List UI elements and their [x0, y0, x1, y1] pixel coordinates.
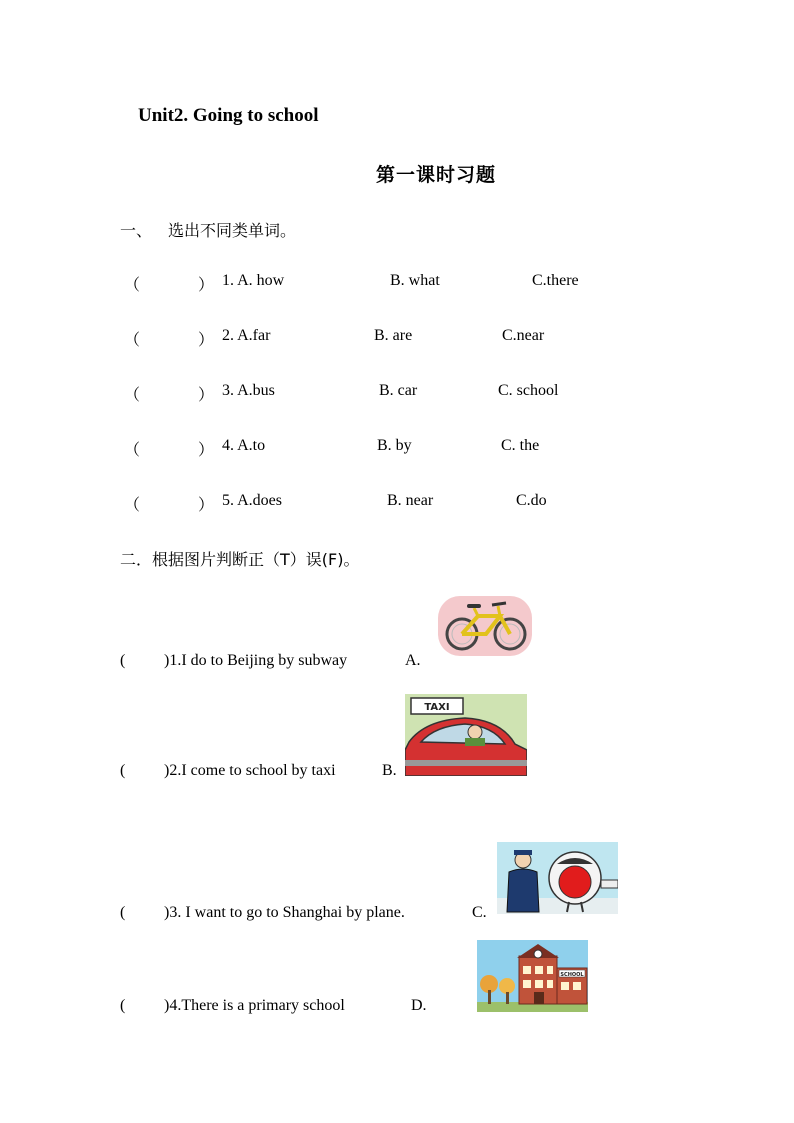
judge-statement: )4.There is a primary school [164, 997, 345, 1014]
question-option-a: 1. A. how [222, 272, 285, 289]
page-title: Unit2. Going to school [138, 105, 319, 126]
answer-blank-close: ） [198, 330, 215, 349]
question-option-c: C. the [501, 437, 540, 454]
section1-number: 一、 [120, 221, 153, 240]
question-option-c: C.there [532, 272, 579, 289]
answer-blank-close: ） [198, 385, 215, 404]
question-option-b: B. car [379, 382, 418, 399]
school-sign-text: SCHOOL [560, 972, 584, 978]
question-option-a: 4. A.to [222, 437, 266, 454]
bicycle-icon [436, 594, 534, 658]
picture-letter: C. [472, 904, 487, 921]
answer-blank-close: ） [198, 440, 215, 459]
answer-blank-open[interactable]: （ [124, 275, 141, 294]
question-option-c: C.do [516, 492, 547, 509]
taxi-sign-text: TAXI [424, 702, 450, 713]
picture-letter: B. [382, 762, 397, 779]
question-option-a: 5. A.does [222, 492, 282, 509]
page-subtitle: 第一课时习题 [376, 164, 497, 186]
question-option-c: C. school [498, 382, 559, 399]
judge-blank[interactable]: ( [120, 904, 126, 921]
judge-blank[interactable]: ( [120, 652, 126, 669]
answer-blank-open[interactable]: （ [124, 440, 141, 459]
answer-blank-open[interactable]: （ [124, 385, 141, 404]
question-option-b: B. are [374, 327, 413, 344]
judge-statement: )2.I come to school by taxi [164, 762, 336, 779]
picture-letter: A. [405, 652, 421, 669]
answer-blank-close: ） [198, 495, 215, 514]
section1-heading: 选出不同类单词。 [168, 221, 297, 240]
question-option-c: C.near [502, 327, 545, 344]
judge-blank[interactable]: ( [120, 997, 126, 1014]
answer-blank-open[interactable]: （ [124, 330, 141, 349]
judge-blank[interactable]: ( [120, 762, 126, 779]
answer-blank-close: ） [198, 275, 215, 294]
school-building-icon [477, 940, 588, 1012]
question-option-b: B. near [387, 492, 434, 509]
answer-blank-open[interactable]: （ [124, 495, 141, 514]
question-option-b: B. what [390, 272, 440, 289]
judge-statement: )3. I want to go to Shanghai by plane. [164, 904, 405, 921]
question-option-a: 3. A.bus [222, 382, 275, 399]
picture-letter: D. [411, 997, 427, 1014]
section2-heading: 二．根据图片判断正（T）误(F)。 [120, 550, 360, 569]
question-option-b: B. by [377, 437, 412, 454]
question-option-a: 2. A.far [222, 327, 271, 344]
taxi-icon [405, 694, 527, 776]
judge-statement: )1.I do to Beijing by subway [164, 652, 348, 669]
pilot-plane-icon [497, 842, 618, 914]
